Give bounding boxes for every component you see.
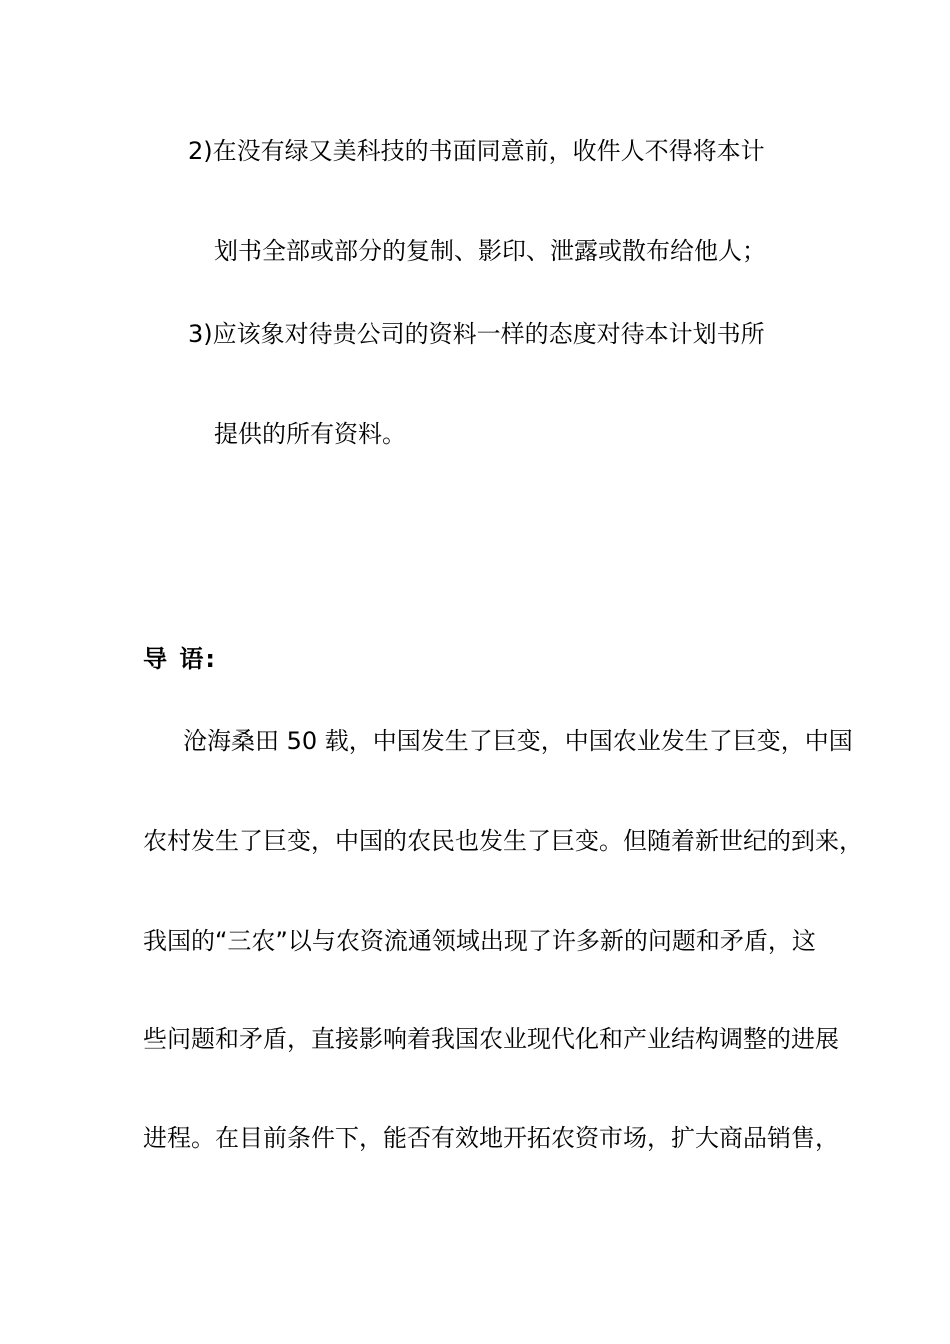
intro-heading: 导 语: (143, 645, 217, 673)
confidentiality-item-2-line-2: 划书全部或部分的复制、影印、泄露或散布给他人； (214, 237, 766, 265)
intro-paragraph-line: 些问题和矛盾，直接影响着我国农业现代化和产业结构调整的进展 (143, 1025, 839, 1053)
confidentiality-item-2-line-1: 2)在没有绿又美科技的书面同意前，收件人不得将本计 (188, 137, 765, 165)
intro-paragraph-line: 进程。在目前条件下，能否有效地开拓农资市场，扩大商品销售， (143, 1124, 839, 1152)
confidentiality-item-3-line-1: 3)应该象对待贵公司的资料一样的态度对待本计划书所 (188, 320, 765, 348)
intro-paragraph-line: 农村发生了巨变，中国的农民也发生了巨变。但随着新世纪的到来， (143, 827, 863, 855)
intro-paragraph-line: 沧海桑田 50 载，中国发生了巨变，中国农业发生了巨变，中国 (183, 727, 853, 755)
confidentiality-item-3-line-2: 提供的所有资料。 (214, 420, 406, 448)
intro-paragraph-line: 我国的“三农”以与农资流通领域出现了许多新的问题和矛盾，这 (143, 927, 816, 955)
